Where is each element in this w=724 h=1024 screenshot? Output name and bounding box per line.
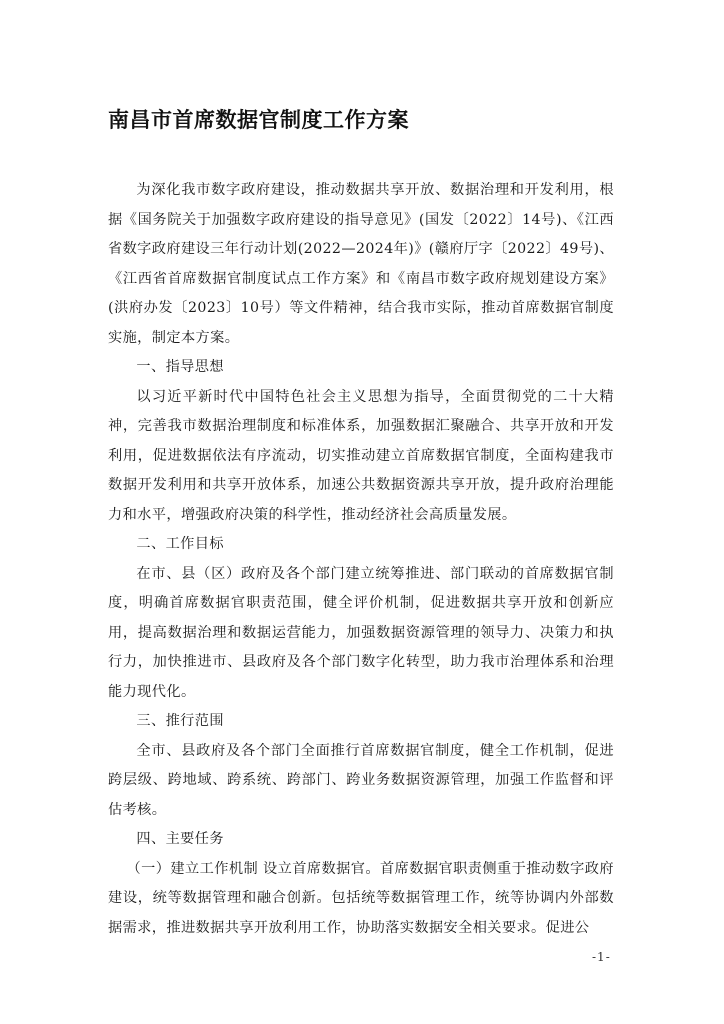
page-title: 南昌市首席数据官制度工作方案 [108, 108, 409, 132]
section-body-main-tasks: （一）建立工作机制 设立首席数据官。首席数据官职责侧重于推动数字政府建设，统等数据管理和融合创新。包括统等数据管理工作，统等协调内外部数据需求，推进数据共享开放利用工作，协助落实数据安全相关要求。促进公 [108, 860, 614, 936]
section-heading-main-tasks: 四、主要任务 [136, 831, 224, 847]
section-heading-scope: 三、推行范围 [136, 713, 224, 729]
page-number: -1- [592, 950, 611, 964]
document-body [108, 176, 614, 943]
section-body-guiding-ideology: 以习近平新时代中国特色社会主义思想为指导，全面贯彻党的二十大精神，完善我市数据治理制度和标准体系，加强数据汇聚融合、共享开放和开发利用，促进数据依法有序流动，切实推动建立首席数据官制度，全面构建我市数据开发利用和共享开放体系，加速公共数据资源共享开放，提升政府治理能力和水平，增强政府决策的科学性，推动经济社会高质量发展。 [108, 388, 614, 523]
section-heading-work-goals: 二、工作目标 [136, 536, 224, 552]
section-heading-guiding-ideology: 一、指导思想 [136, 359, 224, 375]
section-body-scope: 全市、县政府及各个部门全面推行首席数据官制度，健全工作机制，促进跨层级、跨地域、跨系统、跨部门、跨业务数据资源管理，加强工作监督和评估考核。 [108, 742, 614, 818]
intro-paragraph: 为深化我市数字政府建设，推动数据共享开放、数据治理和开发利用，根据《国务院关于加强数字政府建设的指导意见》(国发〔2022〕14号)、《江西省数字政府建设三年行动计划(2022—2024年)》(赣府厅字〔2022〕49号)、《江西省首席数据官制度试点工作方案》和《南昌市数字政府规划建设方案》(洪府办发〔2023〕10号）等文件精神，结合我市实际，推动首席数据官制度实施，制定本方案。 [108, 182, 614, 346]
section-body-work-goals: 在市、县（区）政府及各个部门建立统筹推进、部门联动的首席数据官制度，明确首席数据官职责范围，健全评价机制，促进数据共享开放和创新应用，提高数据治理和数据运营能力，加强数据资源管理的领导力、决策力和执行力，加快推进市、县政府及各个部门数字化转型，助力我市治理体系和治理能力现代化。 [108, 565, 614, 700]
